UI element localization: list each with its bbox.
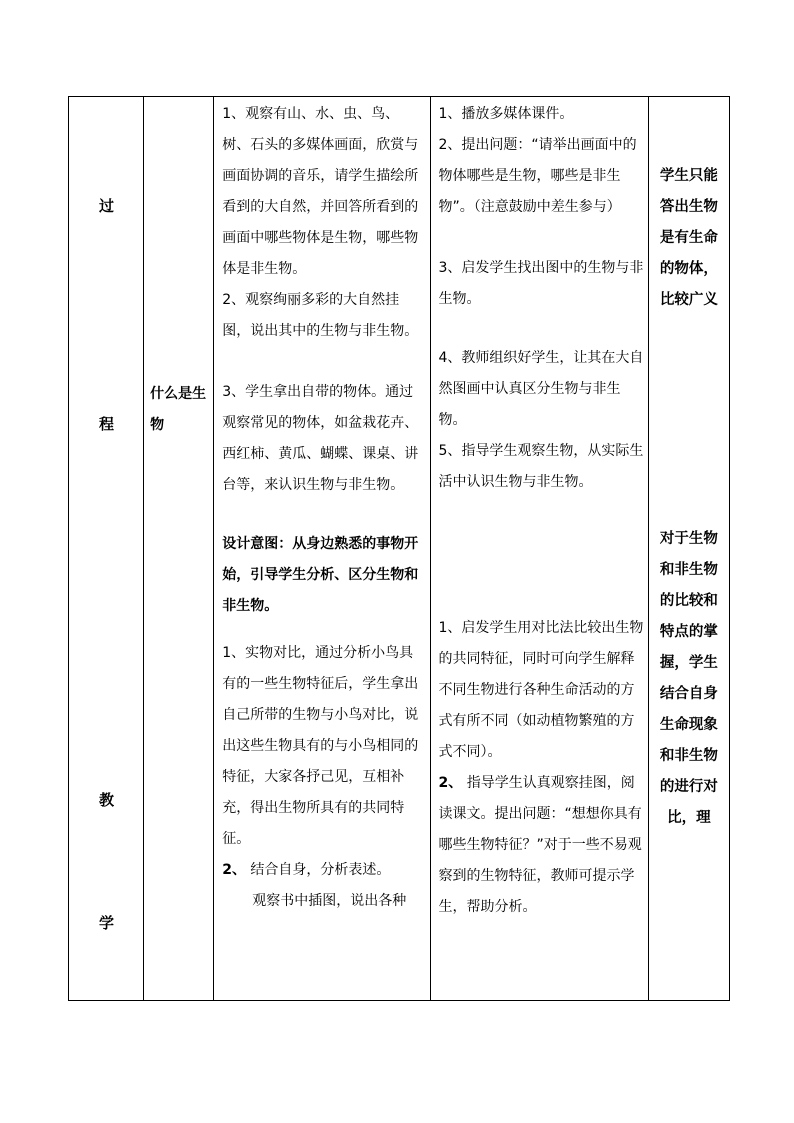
stage-char-jiao: 教 bbox=[98, 791, 114, 809]
student-activity-cell bbox=[214, 97, 430, 1001]
stage-char-xue: 学 bbox=[98, 914, 114, 932]
stage-char-cheng: 程 bbox=[98, 415, 114, 433]
note-2: 对于生物和非生物的比较和特点的掌握，学生结合自身生命现象和非生物的进行对比，理 bbox=[659, 531, 718, 826]
stage-column bbox=[69, 97, 144, 1001]
teacher-activity-cell bbox=[430, 97, 648, 1001]
student-compare-step-2-continued: 观察书中插图，说出各种 bbox=[252, 893, 407, 909]
step-text: 指导学生认真观察挂图，阅读课文。提出问题：“想想你具有哪些生物特征？”对于一些不易观察到的生物特征，教师可提示学生，帮助分析。 bbox=[438, 775, 642, 915]
teacher-compare-step-2 bbox=[439, 768, 644, 923]
teacher-step-1: 1、播放多媒体课件。 bbox=[438, 106, 574, 122]
design-intent: 设计意图：从身边熟悉的事物开始，引导学生分析、区分生物和非生物。 bbox=[222, 536, 419, 614]
topic-cell bbox=[144, 97, 214, 1001]
teacher-step-4: 4、教师组织好学生，让其在大自然图画中认真区分生物与非生物。 bbox=[438, 350, 644, 428]
lesson-plan-table bbox=[68, 96, 730, 1001]
student-compare-step-1: 1、实物对比，通过分析小鸟具有的一些生物特征后，学生拿出自己所带的生物与小鸟对比，说出这些生物具有的与小鸟相同的特征，大家各抒己见，互相补充，得出生物所具有的共同特征。 bbox=[222, 645, 419, 847]
student-compare-step-2 bbox=[222, 855, 425, 886]
teacher-step-2: 2、提出问题：“请举出画面中的物体哪些是生物，哪些是非生物”。（注意鼓励中差生参与） bbox=[438, 137, 637, 215]
teacher-step-3: 3、启发学生找出图中的生物与非生物。 bbox=[438, 260, 644, 307]
stage-char-guo: 过 bbox=[98, 197, 114, 215]
teacher-compare-step-1: 1、启发学生用对比法比较出生物的共同特征，同时可向学生解释不同生物进行各种生命活动的方式有所不同（如动植物繁殖的方式不同）。 bbox=[438, 620, 644, 760]
teacher-step-5: 5、指导学生观察生物，从实际生活中认识生物与非生物。 bbox=[438, 443, 644, 490]
table-row bbox=[69, 97, 730, 1001]
step-text: 结合自身，分析表述。 bbox=[250, 862, 391, 878]
notes-cell bbox=[648, 97, 729, 1001]
student-step-1: 1、观察有山、水、虫、鸟、树、石头的多媒体画面，欣赏与画面协调的音乐，请学生描绘所看到的大自然，并回答所看到的画面中哪些物体是生物，哪些物体是非生物。 bbox=[222, 106, 419, 277]
note-1: 学生只能答出生物是有生命的物体，比较广义 bbox=[659, 168, 718, 308]
step-number: 2、 bbox=[438, 775, 463, 791]
student-step-3: 3、学生拿出自带的物体。通过观察常见的物体，如盆栽花卉、西红柿、黄瓜、蝴蝶、课桌、讲台等，来认识生物与非生物。 bbox=[222, 384, 419, 493]
student-step-2: 2、观察绚丽多彩的大自然挂图，说出其中的生物与非生物。 bbox=[222, 292, 419, 339]
topic-title: 什么是生物 bbox=[150, 386, 207, 433]
step-number: 2、 bbox=[222, 862, 246, 878]
